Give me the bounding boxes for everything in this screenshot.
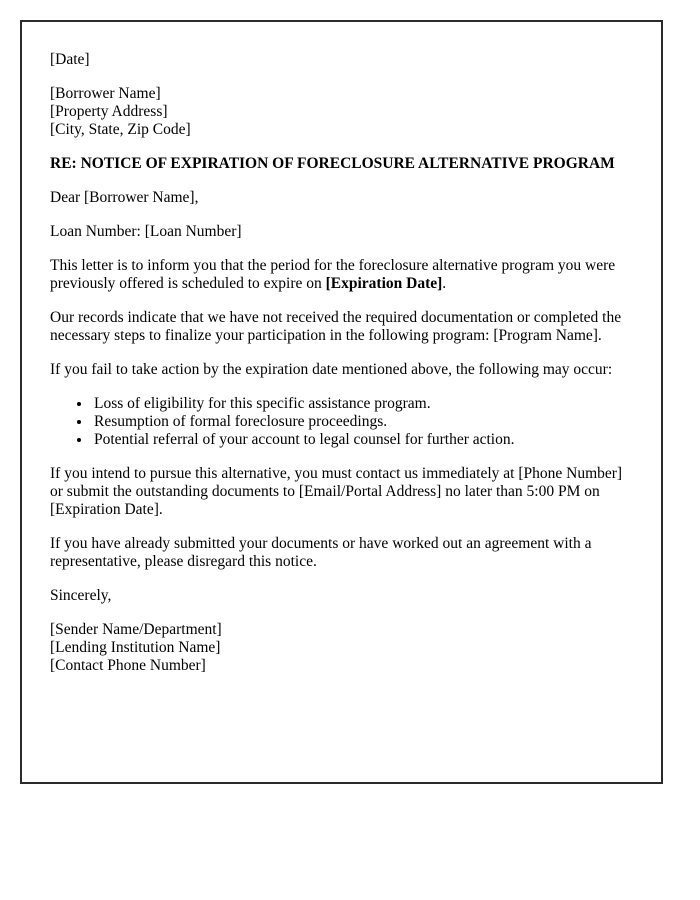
expiration-date-placeholder: [Expiration Date] — [325, 275, 443, 292]
recipient-city-state-zip: [City, State, Zip Code] — [50, 121, 191, 138]
paragraph-contact: If you intend to pursue this alternative, you must contact us immediately at [Phone Number] or submit the outstanding documents to [Email/Portal Address] no later than 5:00 PM on [Expiration Date]. — [50, 465, 623, 518]
recipient-address-block — [50, 85, 634, 139]
date-block — [50, 51, 634, 69]
list-item: • Loss of eligibility for this specific assistance program. — [92, 395, 634, 413]
loan-number-line: Loan Number: [Loan Number] — [50, 223, 242, 240]
paragraph-fail-action: If you fail to take action by the expiration date mentioned above, the following may occur: — [50, 361, 613, 378]
paragraph-expiration — [50, 257, 634, 293]
signature-institution: [Lending Institution Name] — [50, 639, 221, 656]
list-item: • Potential referral of your account to legal counsel for further action. — [92, 431, 634, 449]
letter-page — [20, 20, 663, 784]
paragraph-disregard: If you have already submitted your documents or have worked out an agreement with a representative, please disregard this notice. — [50, 535, 592, 570]
recipient-name: [Borrower Name] — [50, 85, 161, 102]
paragraph-expiration-period: . — [442, 275, 447, 292]
salutation: Dear [Borrower Name], — [50, 189, 199, 206]
paragraph-expiration-text: This letter is to inform you that the period for the foreclosure alternative program you were previously offered is scheduled to expire on — [50, 257, 616, 292]
consequence-list — [50, 395, 634, 449]
signature-phone: [Contact Phone Number] — [50, 657, 206, 674]
paragraph-records: Our records indicate that we have not received the required documentation or completed the necessary steps to finalize your participation in the following program: [Program Name]. — [50, 309, 622, 344]
signature-sender: [Sender Name/Department] — [50, 621, 222, 638]
list-item: • Resumption of formal foreclosure proceedings. — [92, 413, 634, 431]
closing: Sincerely, — [50, 587, 112, 604]
subject-line: RE: NOTICE OF EXPIRATION OF FORECLOSURE ALTERNATIVE PROGRAM — [50, 155, 615, 172]
recipient-address: [Property Address] — [50, 103, 168, 120]
signature-block — [50, 621, 634, 675]
date-placeholder: [Date] — [50, 51, 90, 68]
